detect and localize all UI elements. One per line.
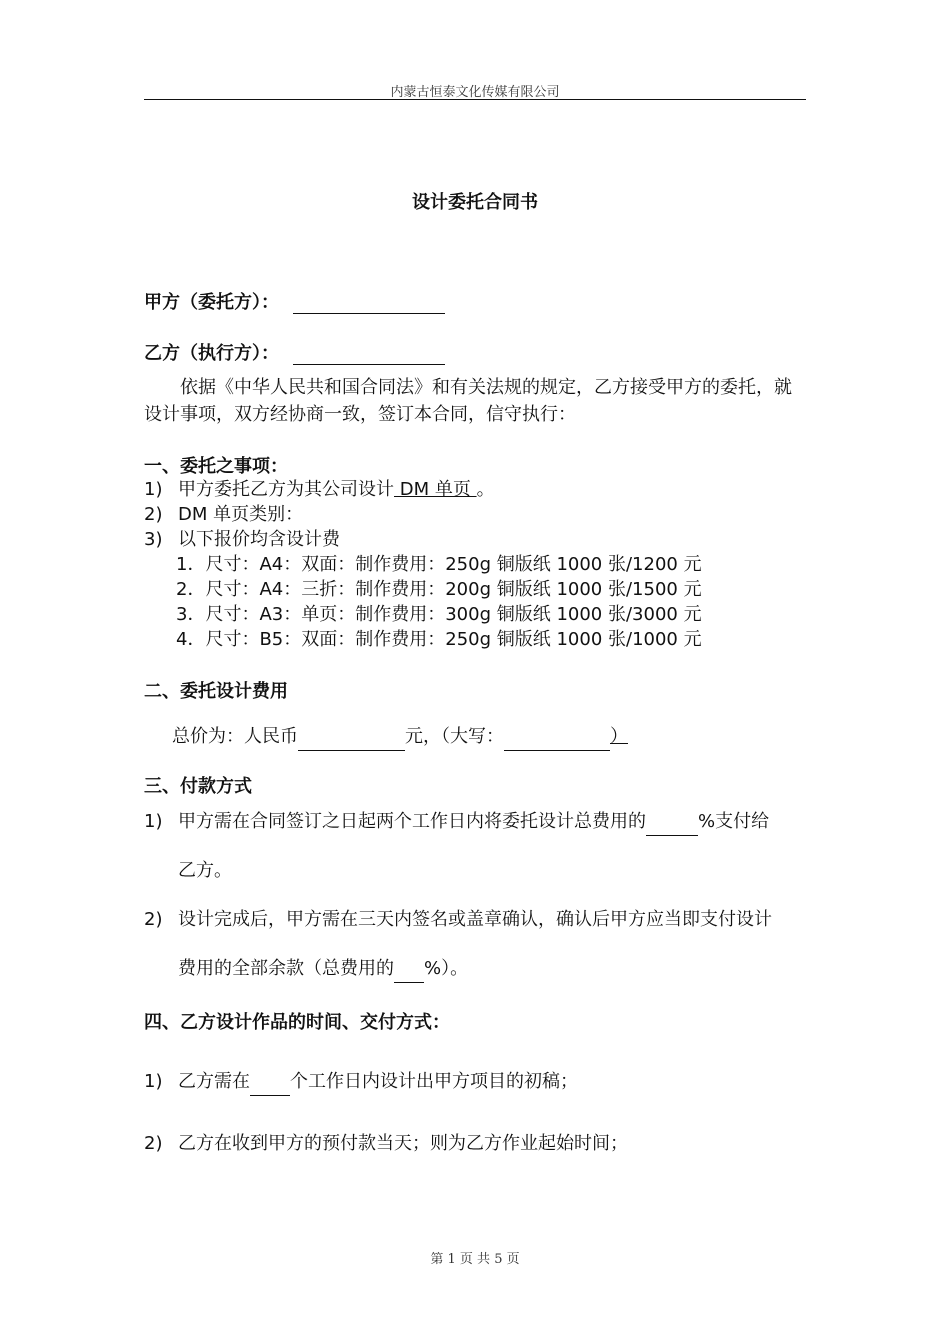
days-blank [250,1068,290,1096]
item-suffix: %支付给 [698,811,770,832]
item-number: 1) [144,479,163,500]
section-1-item-2 [144,501,303,528]
item-text: 甲方委托乙方为其公司设计 [178,479,394,500]
section-3-item-2-cont [178,955,468,983]
item-text: 费用的全部余款（总费用的 [178,958,394,979]
section-3-item-1 [144,808,769,836]
party-b-blank [293,343,445,365]
item-suffix: 个工作日内设计出甲方项目的初稿； [290,1071,578,1092]
item-suffix: %）。 [424,958,469,979]
total-prefix: 总价为：人民币 [172,726,298,747]
price-line-4: 4．尺寸：B5：双面：制作费用：250g 铜版纸 1000 张/1000 元 [176,629,702,650]
percent-blank [394,955,424,983]
section-1-heading: 一、委托之事项： [144,456,288,477]
section-4-item-1 [144,1068,578,1096]
item-number: 2) [144,504,163,525]
total-close: ） [610,726,628,747]
page-footer: 第 1 页 共 5 页 [430,1252,520,1267]
section-3-item-2 [144,906,772,933]
section-4-heading: 四、乙方设计作品的时间、交付方式： [144,1012,450,1033]
design-item-value: DM 单页 [394,479,477,500]
item-text: 乙方在收到甲方的预付款当天；则为乙方作业起始时间； [178,1133,628,1154]
item-text: 乙方需在 [178,1071,250,1092]
party-a-label: 甲方（委托方）： [144,292,279,313]
price-line-2: 2．尺寸：A4：三折：制作费用：200g 铜版纸 1000 张/1500 元 [176,579,702,600]
item-suffix: 。 [476,479,495,500]
party-b-line [144,339,445,365]
item-number: 1) [144,1071,163,1092]
item-number: 3) [144,529,163,550]
total-amount-blank [298,723,405,751]
section-3-heading: 三、付款方式 [144,776,252,797]
section-2-heading: 二、委托设计费用 [144,681,288,702]
item-number: 2) [144,909,163,930]
document-title: 设计委托合同书 [412,192,538,213]
total-price-line [172,723,628,751]
price-line-3: 3．尺寸：A3：单页：制作费用：300g 铜版纸 1000 张/3000 元 [176,604,702,625]
percent-blank [646,808,698,836]
header-divider [144,99,806,100]
total-mid: 元，（大写： [405,726,504,747]
item-text: 甲方需在合同签订之日起两个工作日内将委托设计总费用的 [178,811,646,832]
intro-paragraph: 依据《中华人民共和国合同法》和有关法规的规定，乙方接受甲方的委托，就设计事项，双方经协商一致，签订本合同，信守执行： [144,377,792,425]
section-3-item-1-cont: 乙方。 [178,860,232,881]
page-header: 内蒙古恒泰文化传媒有限公司 [390,85,560,100]
section-1-item-3 [144,526,340,553]
item-number: 2) [144,1133,163,1154]
price-line-1: 1．尺寸：A4：双面：制作费用：250g 铜版纸 1000 张/1200 元 [176,554,702,575]
item-text: DM 单页类别： [178,504,304,525]
total-words-blank [504,723,610,751]
item-text: 设计完成后，甲方需在三天内签名或盖章确认，确认后甲方应当即支付设计 [178,909,772,930]
party-a-line [144,288,445,314]
party-a-blank [293,292,445,314]
item-text: 以下报价均含设计费 [178,529,340,550]
item-number: 1) [144,811,163,832]
section-4-item-2 [144,1130,628,1157]
section-1-item-1 [144,476,495,503]
party-b-label: 乙方（执行方）： [144,343,279,364]
